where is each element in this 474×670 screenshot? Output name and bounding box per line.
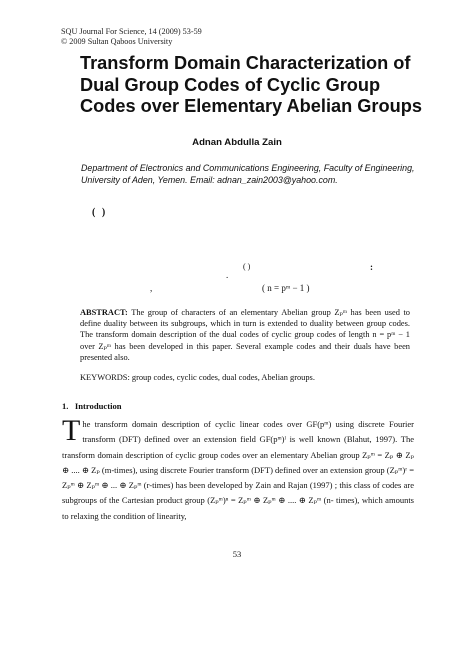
arabic-title-parens: ( ): [92, 207, 108, 218]
drop-cap: T: [62, 414, 81, 447]
abstract: [80, 307, 410, 363]
arabic-comma: ,: [150, 283, 153, 293]
title-line-1: Transform Domain Characterization of: [80, 53, 411, 73]
section-number: 1.: [62, 401, 69, 411]
arabic-colon: :: [370, 262, 373, 272]
abstract-label: ABSTRACT:: [80, 308, 128, 317]
introduction-paragraph: [62, 414, 414, 524]
keywords: KEYWORDS: group codes, cyclic codes, dual codes, Abelian groups.: [80, 373, 315, 382]
paper-title: [80, 53, 422, 118]
introduction-text: he transform domain description of cyclic linear codes over GF(pᵐ) using discrete Fourier transform (DFT) defined over an extension field GF(pᵐ)ˡ is well known (Blahut, 1997). The transform domain description of cyclic group codes over an elementary Abelian group Zₚᵐ = Zₚ ⊕ Zₚ ⊕ .... ⊕ Zₚ (m-times), using discrete Fourier transform (DFT) defined over an extension group (Zₚᵐ)ʳ = Zₚᵐ ⊕ Zₚᵐ ⊕ ... ⊕ Zₚᵐ (r-times) has been developed by Zain and Rajan (1997) ; this class of codes are subgroups of the Cartesian product group (Zₚᵐ)ⁿ = Zₚᵐ ⊕ Zₚᵐ ⊕ .... ⊕ Zₚᵐ (n- times), which amounts to relaxing the condition of linearity,: [62, 419, 414, 521]
copyright-line: © 2009 Sultan Qaboos University: [61, 37, 173, 46]
section-title: Introduction: [74, 401, 122, 411]
page-number: 53: [232, 549, 242, 559]
arabic-formula: ( n = pᵐ − 1 ): [262, 283, 310, 293]
author-affiliation: Department of Electronics and Communications Engineering, Faculty of Engineering, University of Aden, Yemen. Email: adnan_zain2003@yahoo.com.: [81, 163, 415, 185]
author-name: Adnan Abdulla Zain: [192, 137, 282, 148]
journal-citation: SQU Journal For Science, 14 (2009) 53-59: [61, 27, 202, 36]
title-line-2: Dual Group Codes of Cyclic Group: [80, 74, 381, 95]
section-heading: [62, 401, 122, 411]
title-line-3: Codes over Elementary Abelian Groups: [80, 96, 422, 116]
abstract-text: The group of characters of an elementary Abelian group Zₚᵐ has been used to define duality between its subgroups, which in turn is extended to duality between group codes. The transform domain description of the dual codes of cyclic group codes of length n = pᵐ − 1 over Zₚᵐ has been developed in this paper. Several example codes and their duals have been presented also.: [80, 308, 410, 362]
arabic-dot: .: [226, 270, 229, 280]
arabic-paren: ( ): [243, 262, 251, 271]
journal-header: [61, 27, 202, 47]
